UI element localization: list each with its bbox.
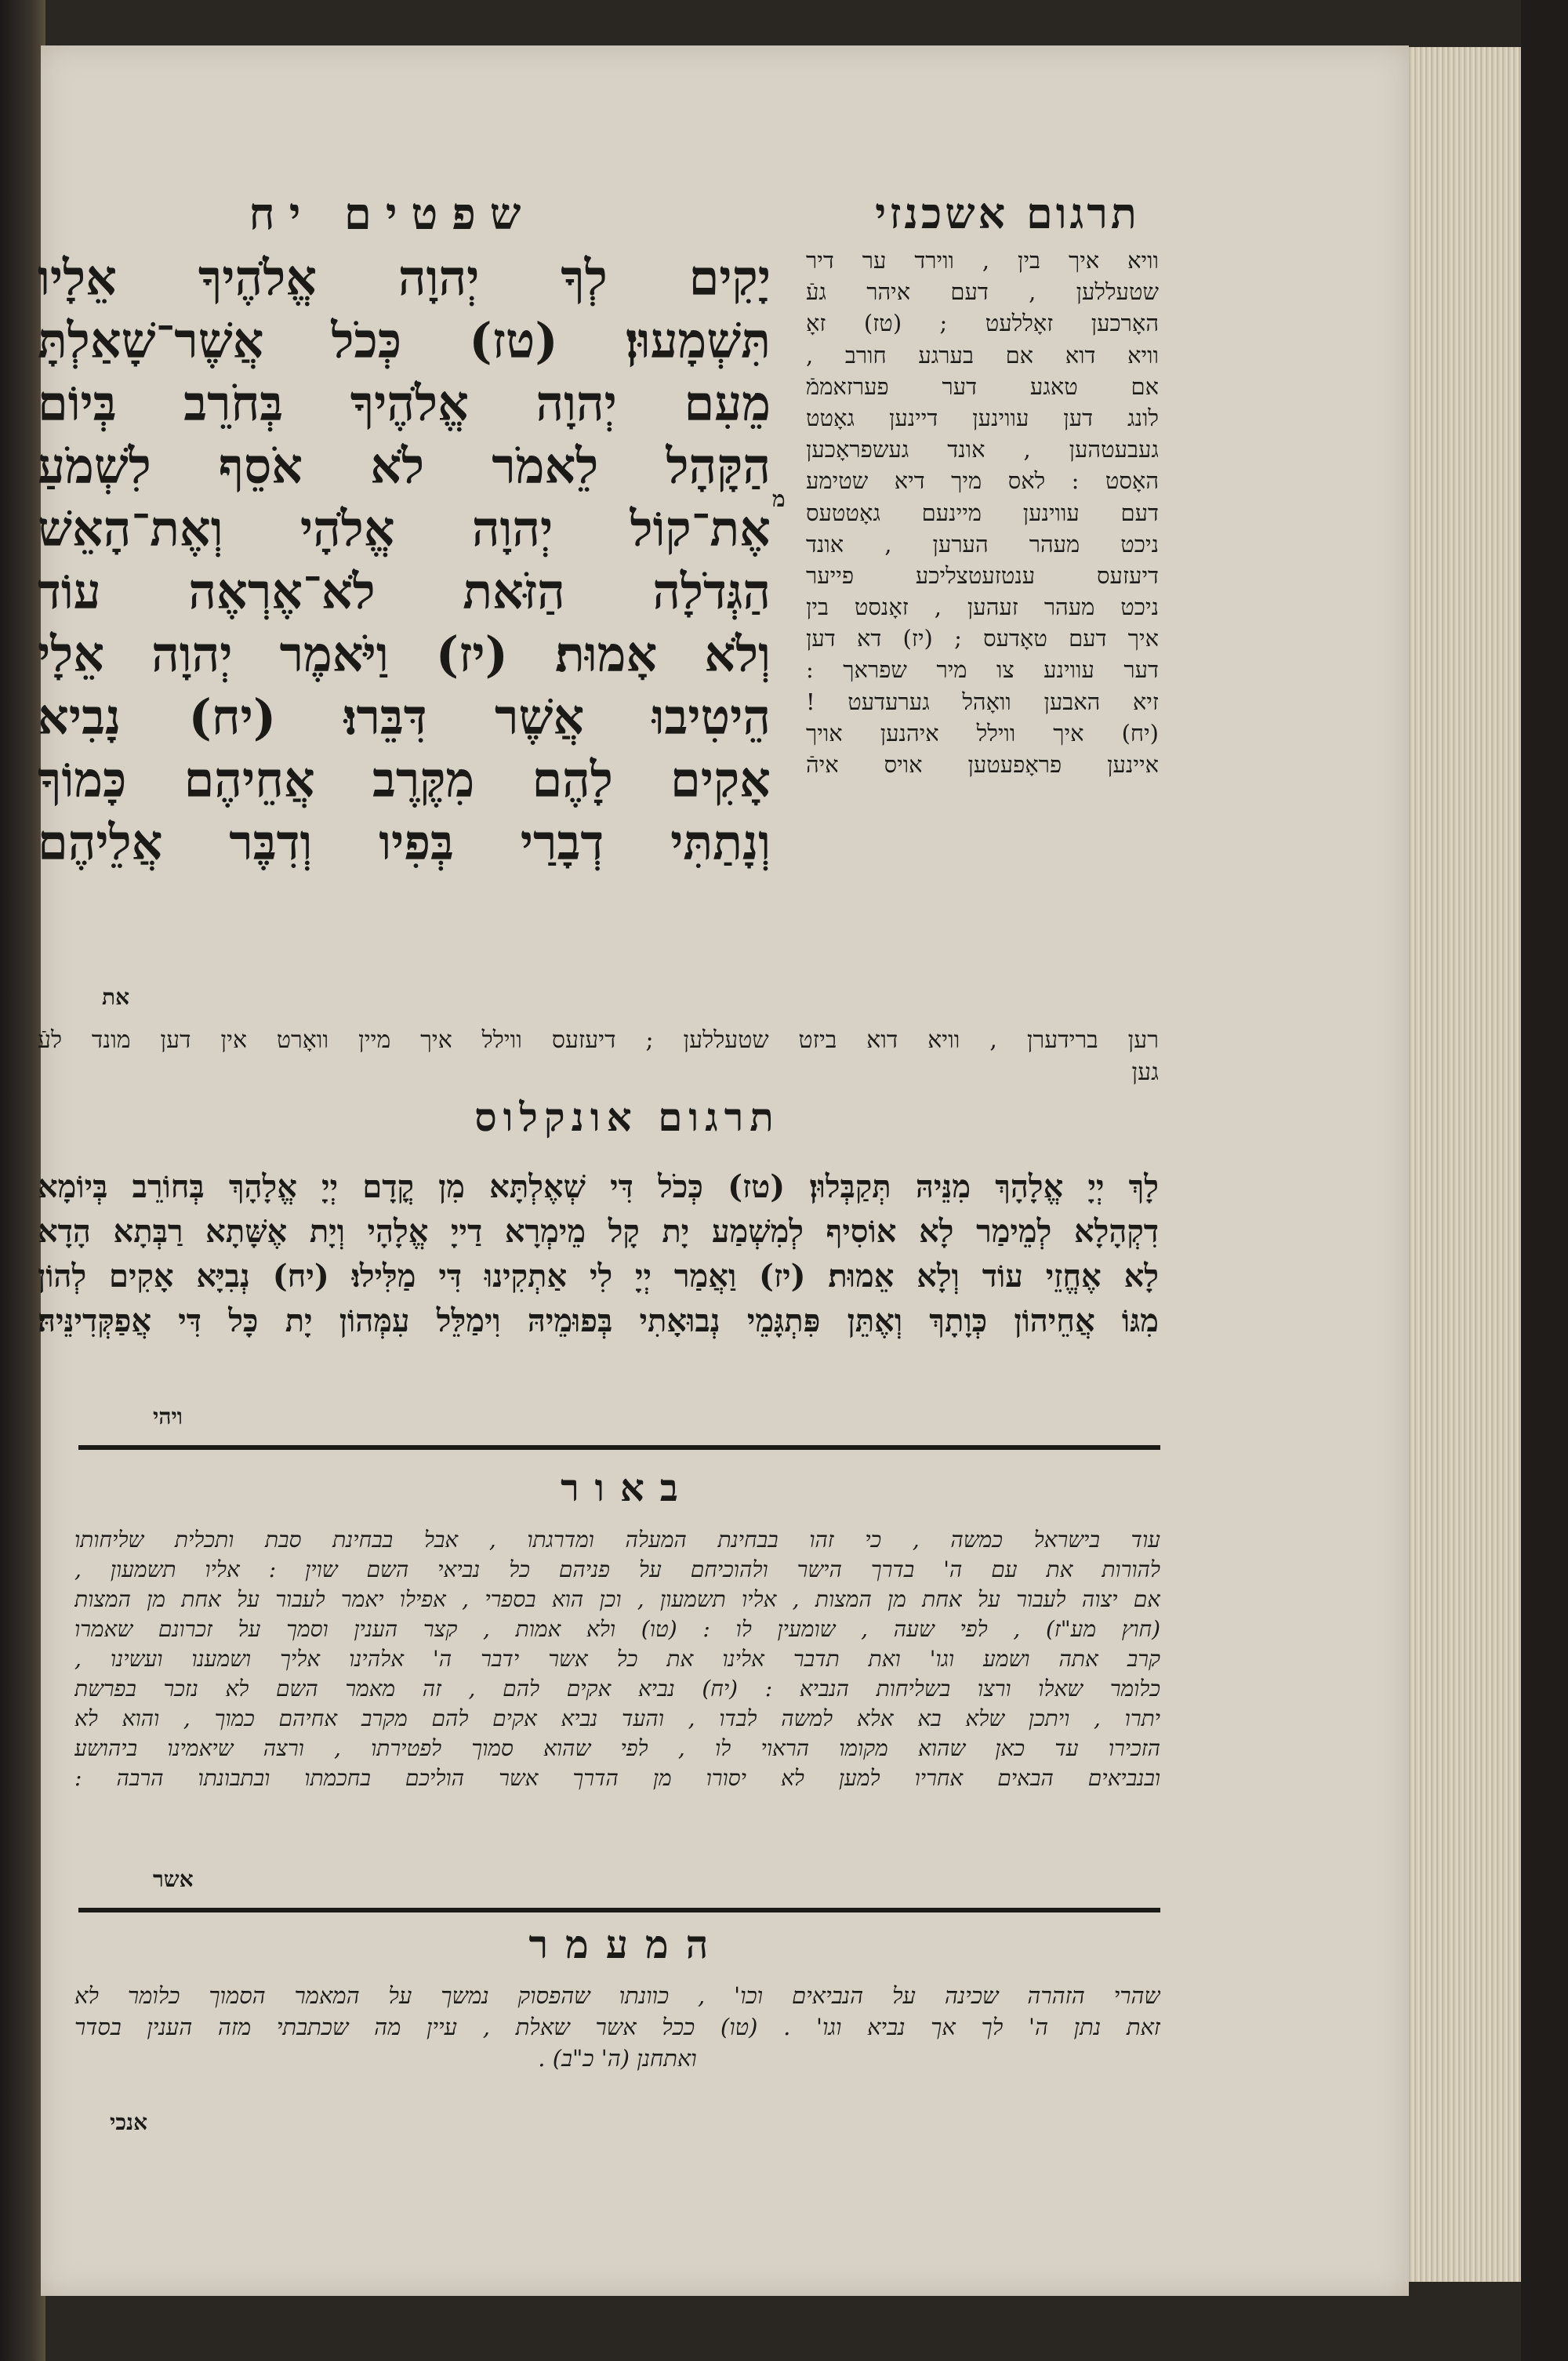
torah-line: הַגְּדֹלָה הַזֹּאת לֹא־אֶרְאֶה עוֹד	[38, 563, 771, 620]
yiddish-line: האָרכען זאָללעט ; (טז) זאָ	[806, 310, 1159, 337]
yiddish-line: לונג דען עווינען דיינען גאָטט	[806, 404, 1159, 431]
yiddish-line: דער עווינע צו מיר שפראך :	[806, 656, 1159, 684]
biur-line: כלומר שאלו ורצו בשליחות הנביא : (יח) נביא אקים להם , זה מאמר השם לא נזכר בפרשת	[74, 1676, 1160, 1702]
torah-catchword: את	[102, 984, 130, 1010]
torah-line: אָקִים לָהֶם מִקֶּרֶב אֲחֵיהֶם כָּמוֹךָ	[38, 751, 771, 808]
yiddish-line: דיעזעס ענטזעטצליכע פייער	[806, 561, 1159, 589]
meamer-line: שהרי הזהרה שכינה על הנביאים וכו' , כוונתו שהפסוק נמשך על המאמר הסמוך כלומר לא	[74, 1982, 1160, 2009]
yiddish-continuation-tail: גען	[1131, 1059, 1159, 1086]
chapter-header: שפטים יח	[249, 188, 535, 240]
biur-line: קרב אתה ושמע וגו' ואת תדבר אלינו את כל אשר ידבר ה' אלהינו אליך ושמענו ועשינו ,	[74, 1646, 1160, 1672]
yiddish-line: איך דעם טאָדעס ; (יז) דא דען	[806, 625, 1159, 652]
biur-line: יתרו , ויתכן שלא בא אלא למשה לבדו , והעד נביא אקים להם מקרב אחיהם כמוך , והוא לא	[74, 1705, 1160, 1731]
biur-title: באור	[561, 1466, 694, 1510]
biur-line: ובנביאים הבאים אחריו למען לא יסורו מן הדרך אשר הוליכם בחכמתו ובתבונתו הרבה :	[74, 1765, 1160, 1791]
divider-rule	[78, 1908, 1160, 1912]
torah-line: וְלֹא אָמוּת׃ (יז) וַיֹּאמֶר יְהוָה אֵלָי	[38, 626, 771, 683]
biur-line: להורות את עם ה' בדרך הישר ולהוכיחם על פניהם כל נביאי השם שוין : אליו תשמעון ,	[74, 1556, 1160, 1582]
divider-rule	[78, 1445, 1160, 1450]
onkelos-text	[38, 1164, 1159, 1343]
meamer-line: ואתחנן (ה' כ"ב) .	[538, 2045, 697, 2072]
yiddish-continuation: רען ברידערן , וויא דוא ביזט שטעללען ; דיעזעס ווילל איך מיין וואָרט אין דען מונד לעֿ	[38, 1026, 1159, 1054]
yiddish-line: ניכט מעהר זעהען , זאָנסט בין	[806, 594, 1159, 621]
biur-line: עוד בישראל כמשה , כי זהו בבחינת המעלה ומדרגתו , אבל בבחינת סבת ותכלית שליחותו	[74, 1527, 1160, 1553]
torah-line: אֶת־קוֹל יְהוָה אֱלֹהָי וְאֶת־הָאֵשׁ	[38, 500, 771, 558]
yiddish-line: איינען פראָפעטען אויס איהֿ	[806, 751, 1159, 778]
onkelos-catchword: ויהי	[153, 1404, 183, 1429]
torah-line: מֵעִם יְהוָה אֱלֹהֶיךָ בְּחֹרֵב בְּיוֹם	[38, 375, 771, 432]
meamer-line: זאת נתן ה' לך אך נביא וגו' . (טו) ככל אשר שאלת , עיין מה שכתבתי מזה הענין בסדר	[74, 2014, 1160, 2040]
onkelos-line: מִגּוֹ אֲחֵיהוֹן כְּוָתָךְ וְאֶתֵּן פִּתְגָּמֵי נְבוּאָתִי בְּפוּמֵיהּ וִימַלֵּל עִמְּהוֹן יָת כָּל דִּי אֲפַקְּדִינֵּיהּ׃	[38, 1302, 1159, 1339]
onkelos-line: לָא אֶחֱזֵי עוֹד וְלָא אֵמוּת׃ (יז) וַאֲמַר יְיָ לִי אַתְקִינוּ דִּי מַלִּילוּ׃ (יח) נְבִיָּא אָקִים לְהוֹן	[38, 1258, 1159, 1295]
yiddish-line: דעם עווינען מיינעם גאָטטעס	[806, 499, 1159, 526]
onkelos-line: לָךְ יְיָ אֱלָהָךְ מִנֵּיהּ תְּקַבְּלוּן׃ (טז) כְּכֹל דִּי שְׁאֶלְתָּא מִן קֳדָם יְיָ אֱלָהָךְ בְּחוֹרֵב בְּיוֹמָא	[38, 1168, 1159, 1205]
yiddish-line: געבעטהען , אונד געשפראָכען	[806, 436, 1159, 463]
meamer-text	[74, 1980, 1160, 2074]
yiddish-line-marker: מ	[772, 486, 786, 512]
yiddish-line: האָסט : לאס מיך דיא שטימע	[806, 467, 1159, 495]
yiddish-line: זיא האבען וואָהל גערעדעט !	[806, 688, 1159, 715]
yiddish-translation	[806, 245, 1159, 780]
yiddish-line: וויא דוא אם בערגע חורב ,	[806, 341, 1159, 369]
torah-line: הֵיטִיבוּ אֲשֶׁר דִּבֵּרוּ׃ (יח) נָבִיא	[38, 688, 771, 746]
yiddish-line: (יח) איך ווילל איהנען אויך	[806, 719, 1159, 746]
yiddish-line: וויא איך בין , ווירד ער דיר	[806, 247, 1159, 274]
onkelos-title: תרגום אונקלוס	[474, 1094, 780, 1140]
background-right	[1521, 0, 1568, 2361]
page-catchword: אנכי	[110, 2109, 148, 2135]
biur-catchword: אשר	[153, 1866, 194, 1892]
biur-text	[74, 1525, 1160, 1793]
biur-line: (חוץ מע"ז) , לפי שעה , שומעין לו : (טו) ולא אמות , קצר הענין וסמך על זכרונם שאמרו	[74, 1616, 1160, 1642]
yiddish-line: ניכט מעהר הערען , אונד	[806, 530, 1159, 558]
torah-line: הַקָּהָל לֵאמֹר לֹא אֹסֵף לִשְׁמֹעַ	[38, 438, 771, 495]
torah-line: תִּשְׁמָעוּן׃ (טז) כְּכֹל אֲשֶׁר־שָׁאַלְתָּ	[38, 312, 771, 369]
yiddish-line: שטעללען , דעם איהר געֿ	[806, 278, 1159, 306]
torah-line: וְנָתַתִּי דְבָרַי בְּפִיו וְדִבֶּר אֲלֵיהֶם	[38, 814, 771, 871]
meamer-title: המעמר	[528, 1921, 726, 1967]
torah-text	[38, 247, 771, 874]
biur-line: הזכירו עד כאן שהוא מקומו הראוי לו , לפי שהוא סמוך לפטירתו , ורצה שיאמינו ביהושע	[74, 1735, 1160, 1761]
yiddish-column-header: תרגום אשכנזי	[875, 188, 1140, 238]
yiddish-line: אם טאגע דער פערזאממֿ	[806, 372, 1159, 400]
onkelos-line: דִקְהָלָא לְמֵימַר לָא אוֹסִיף לְמִשְׁמַע יָת קָל מֵימְרָא דַייָ אֱלָהָי וְיָת אֶשָּׁתָא רַבְּתָא הָדָא	[38, 1213, 1159, 1250]
biur-line: אם יצוה לעבור על אחת מן המצות , אליו תשמעון , וכן הוא בספרי , אפילו יאמר לעבור על אחת מן המצות	[74, 1586, 1160, 1612]
torah-line: יָקִים לְךָ יְהוָה אֱלֹהֶיךָ אֵלָיו	[38, 249, 771, 307]
